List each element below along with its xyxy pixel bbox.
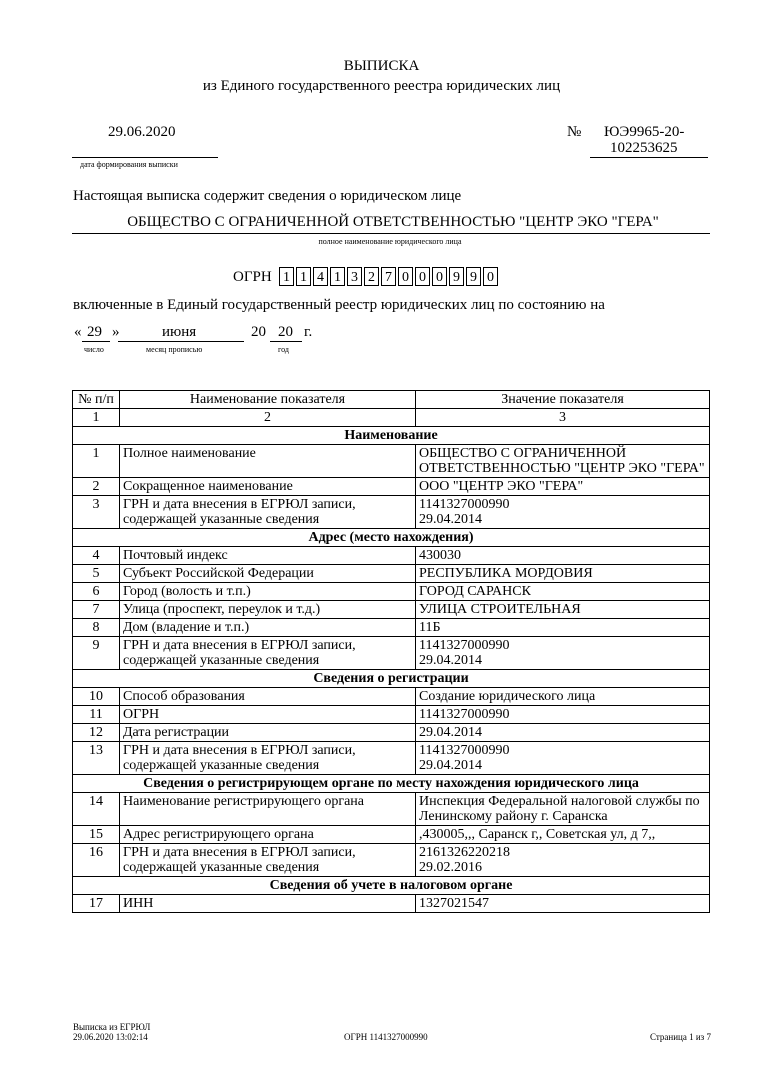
table-header-row	[73, 391, 710, 409]
indicator-name: ОГРН	[120, 706, 416, 724]
column-number-1: 1	[73, 409, 120, 427]
indicator-value: 2161326220218 29.02.2016	[416, 844, 710, 877]
year-underline	[270, 341, 302, 342]
row-number: 4	[73, 547, 120, 565]
table-row	[73, 742, 710, 775]
row-number: 15	[73, 826, 120, 844]
indicator-value: 1141327000990	[416, 706, 710, 724]
row-number: 12	[73, 724, 120, 742]
row-number: 17	[73, 895, 120, 913]
row-number: 10	[73, 688, 120, 706]
table-row	[73, 496, 710, 529]
indicator-name: ГРН и дата внесения в ЕГРЮЛ записи, содержащей указанные сведения	[120, 742, 416, 775]
row-number: 9	[73, 637, 120, 670]
ogrn-digit: 3	[347, 267, 362, 286]
ogrn-digit: 1	[296, 267, 311, 286]
org-name-underline	[72, 233, 710, 234]
section-title: Сведения о регистрирующем органе по месту нахождения юридического лица	[73, 775, 710, 793]
month-underline	[118, 341, 244, 342]
day-caption: число	[84, 345, 104, 354]
ogrn-digit-boxes	[279, 267, 500, 286]
footer-left-line1: Выписка из ЕГРЮЛ	[73, 1022, 151, 1032]
table-row	[73, 565, 710, 583]
footer-page-number: Страница 1 из 7	[650, 1032, 711, 1042]
ogrn-digit: 1	[279, 267, 294, 286]
row-number: 1	[73, 445, 120, 478]
indicator-name: ГРН и дата внесения в ЕГРЮЛ записи, содержащей указанные сведения	[120, 496, 416, 529]
indicator-value: РЕСПУБЛИКА МОРДОВИЯ	[416, 565, 710, 583]
section-header-row	[73, 670, 710, 688]
ogrn-digit: 4	[313, 267, 328, 286]
header-number: № п/п	[73, 391, 120, 409]
document-title: ВЫПИСКА	[343, 58, 420, 74]
indicator-name: Почтовый индекс	[120, 547, 416, 565]
extract-number-line1: ЮЭ9965-20-	[604, 124, 685, 140]
date-underline	[72, 157, 218, 158]
year-caption: год	[278, 345, 289, 354]
table-row	[73, 478, 710, 496]
row-number: 2	[73, 478, 120, 496]
indicator-name: Дом (владение и т.п.)	[120, 619, 416, 637]
table-row	[73, 895, 710, 913]
indicator-value: 1141327000990 29.04.2014	[416, 637, 710, 670]
indicator-value: Инспекция Федеральной налоговой службы по Ленинскому району г. Саранска	[416, 793, 710, 826]
table-row	[73, 445, 710, 478]
column-number-2: 2	[120, 409, 416, 427]
header-indicator-value: Значение показателя	[416, 391, 710, 409]
section-title: Адрес (место нахождения)	[73, 529, 710, 547]
year-abbr: г.	[304, 324, 313, 340]
column-number-3: 3	[416, 409, 710, 427]
table-row	[73, 601, 710, 619]
indicator-value: 430030	[416, 547, 710, 565]
month-caption: месяц прописью	[146, 345, 203, 354]
state-month: июня	[162, 324, 197, 340]
table-row	[73, 844, 710, 877]
indicator-name: Сокращенное наименование	[120, 478, 416, 496]
year-prefix: 20	[251, 324, 266, 340]
footer-left-line2: 29.06.2020 13:02:14	[73, 1032, 148, 1042]
section-header-row	[73, 529, 710, 547]
indicator-name: ГРН и дата внесения в ЕГРЮЛ записи, содержащей указанные сведения	[120, 637, 416, 670]
row-number: 13	[73, 742, 120, 775]
table-row	[73, 637, 710, 670]
section-header-row	[73, 775, 710, 793]
table-row	[73, 619, 710, 637]
indicator-value: 1141327000990 29.04.2014	[416, 496, 710, 529]
document-subtitle: из Единого государственного реестра юридических лиц	[202, 78, 561, 94]
section-header-row	[73, 877, 710, 895]
table-row	[73, 724, 710, 742]
section-title: Сведения о регистрации	[73, 670, 710, 688]
indicator-value: 1327021547	[416, 895, 710, 913]
ogrn-label: ОГРН	[233, 269, 272, 285]
row-number: 14	[73, 793, 120, 826]
footer-ogrn: ОГРН 1141327000990	[344, 1032, 428, 1042]
row-number: 11	[73, 706, 120, 724]
number-sign: №	[567, 124, 582, 140]
ogrn-digit: 0	[432, 267, 447, 286]
section-header-row	[73, 427, 710, 445]
extract-number-line2: 102253625	[610, 140, 678, 156]
registry-table	[72, 390, 710, 913]
ogrn-digit: 7	[381, 267, 396, 286]
indicator-name: Адрес регистрирующего органа	[120, 826, 416, 844]
section-title: Сведения об учете в налоговом органе	[73, 877, 710, 895]
ogrn-digit: 0	[415, 267, 430, 286]
indicator-value: ,430005,,, Саранск г,, Советская ул, д 7,,	[416, 826, 710, 844]
included-text: включенные в Единый государственный реестр юридических лиц по состоянию на	[73, 297, 605, 313]
quote-open: «	[74, 324, 82, 340]
ogrn-digit: 2	[364, 267, 379, 286]
year-suffix: 20	[278, 324, 293, 340]
indicator-value: УЛИЦА СТРОИТЕЛЬНАЯ	[416, 601, 710, 619]
row-number: 5	[73, 565, 120, 583]
indicator-value: ОБЩЕСТВО С ОГРАНИЧЕННОЙ ОТВЕТСТВЕННОСТЬЮ "ЦЕНТР ЭКО "ГЕРА"	[416, 445, 710, 478]
indicator-value: 29.04.2014	[416, 724, 710, 742]
indicator-name: Наименование регистрирующего органа	[120, 793, 416, 826]
ogrn-digit: 9	[466, 267, 481, 286]
number-underline	[590, 157, 708, 158]
ogrn-digit: 0	[483, 267, 498, 286]
indicator-name: ГРН и дата внесения в ЕГРЮЛ записи, содержащей указанные сведения	[120, 844, 416, 877]
indicator-value: 11Б	[416, 619, 710, 637]
table-row	[73, 547, 710, 565]
quote-close: »	[112, 324, 120, 340]
intro-text: Настоящая выписка содержит сведения о юридическом лице	[73, 188, 462, 204]
indicator-name: Город (волость и т.п.)	[120, 583, 416, 601]
indicator-name: ИНН	[120, 895, 416, 913]
org-name-caption: полное наименование юридического лица	[318, 237, 462, 246]
table-row	[73, 583, 710, 601]
indicator-name: Улица (проспект, переулок и т.д.)	[120, 601, 416, 619]
indicator-value: 1141327000990 29.04.2014	[416, 742, 710, 775]
date-caption: дата формирования выписки	[80, 160, 178, 169]
header-indicator-name: Наименование показателя	[120, 391, 416, 409]
row-number: 8	[73, 619, 120, 637]
table-row	[73, 826, 710, 844]
extract-date: 29.06.2020	[108, 124, 176, 140]
table-column-numbers-row	[73, 409, 710, 427]
table-row	[73, 706, 710, 724]
table-row	[73, 688, 710, 706]
indicator-value: ООО "ЦЕНТР ЭКО "ГЕРА"	[416, 478, 710, 496]
indicator-value: ГОРОД САРАНСК	[416, 583, 710, 601]
state-day: 29	[87, 324, 102, 340]
row-number: 6	[73, 583, 120, 601]
row-number: 16	[73, 844, 120, 877]
indicator-name: Субъект Российской Федерации	[120, 565, 416, 583]
table-row	[73, 793, 710, 826]
row-number: 7	[73, 601, 120, 619]
day-underline	[82, 341, 110, 342]
indicator-name: Дата регистрации	[120, 724, 416, 742]
indicator-name: Полное наименование	[120, 445, 416, 478]
ogrn-digit: 1	[330, 267, 345, 286]
organization-full-name: ОБЩЕСТВО С ОГРАНИЧЕННОЙ ОТВЕТСТВЕННОСТЬЮ "ЦЕНТР ЭКО "ГЕРА"	[127, 214, 659, 230]
ogrn-digit: 9	[449, 267, 464, 286]
section-title: Наименование	[73, 427, 710, 445]
ogrn-digit: 0	[398, 267, 413, 286]
indicator-value: Создание юридического лица	[416, 688, 710, 706]
row-number: 3	[73, 496, 120, 529]
indicator-name: Способ образования	[120, 688, 416, 706]
